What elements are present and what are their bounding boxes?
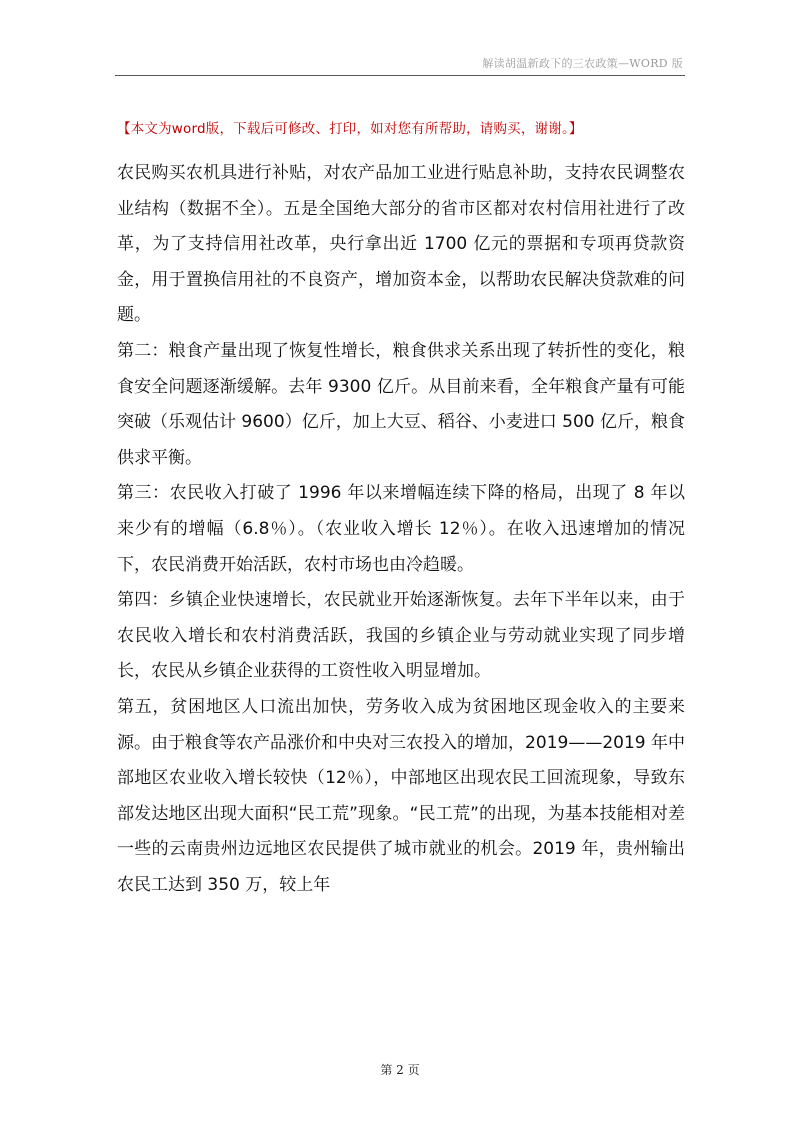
header-divider bbox=[115, 75, 685, 76]
paragraph-3: 第三：农民收入打破了 1996 年以来增幅连续下降的格局，出现了 8 年以来少有的增幅（6.8％）。（农业收入增长 12％）。在收入迅速增加的情况下，农民消费开始活跃，农村市场也由冷趋暖。 bbox=[117, 483, 685, 575]
running-header: 解读胡温新政下的三农政策—WORD 版 bbox=[482, 57, 683, 70]
paragraph-2: 第二：粮食产量出现了恢复性增长，粮食供求关系出现了转折性的变化，粮食安全问题逐渐缓解。去年 9300 亿斤。从目前来看，全年粮食产量有可能突破（乐观估计 9600）亿斤，加上大豆、稻谷、小麦进口 500 亿斤，粮食供求平衡。 bbox=[117, 340, 685, 468]
document-body bbox=[117, 156, 685, 903]
download-notice: 【本文为word版，下载后可修改、打印，如对您有所帮助，请购买，谢谢。】 bbox=[117, 121, 583, 137]
page-number: 第 2 页 bbox=[380, 1063, 420, 1077]
paragraph-1: 农民购买农机具进行补贴，对农产品加工业进行贴息补助，支持农民调整农业结构（数据不全）。五是全国绝大部分的省市区都对农村信用社进行了改革，为了支持信用社改革，央行拿出近 1700 亿元的票据和专项再贷款资金，用于置换信用社的不良资产，增加资本金，以帮助农民解决贷款难的问题。 bbox=[117, 163, 685, 326]
paragraph-4: 第四：乡镇企业快速增长，农民就业开始逐渐恢复。去年下半年以来，由于农民收入增长和农村消费活跃，我国的乡镇企业与劳动就业实现了同步增长，农民从乡镇企业获得的工资性收入明显增加。 bbox=[117, 590, 685, 682]
paragraph-5: 第五，贫困地区人口流出加快，劳务收入成为贫困地区现金收入的主要来源。由于粮食等农产品涨价和中央对三农投入的增加，2019——2019 年中部地区农业收入增长较快（12％），中部地区出现农民工回流现象，导致东部发达地区出现大面积“民工荒”现象。“民工荒”的出现，为基本技能相对差一些的云南贵州边远地区农民提供了城市就业的机会。2019 年，贵州输出农民工达到 350 万，较上年 bbox=[117, 696, 685, 895]
